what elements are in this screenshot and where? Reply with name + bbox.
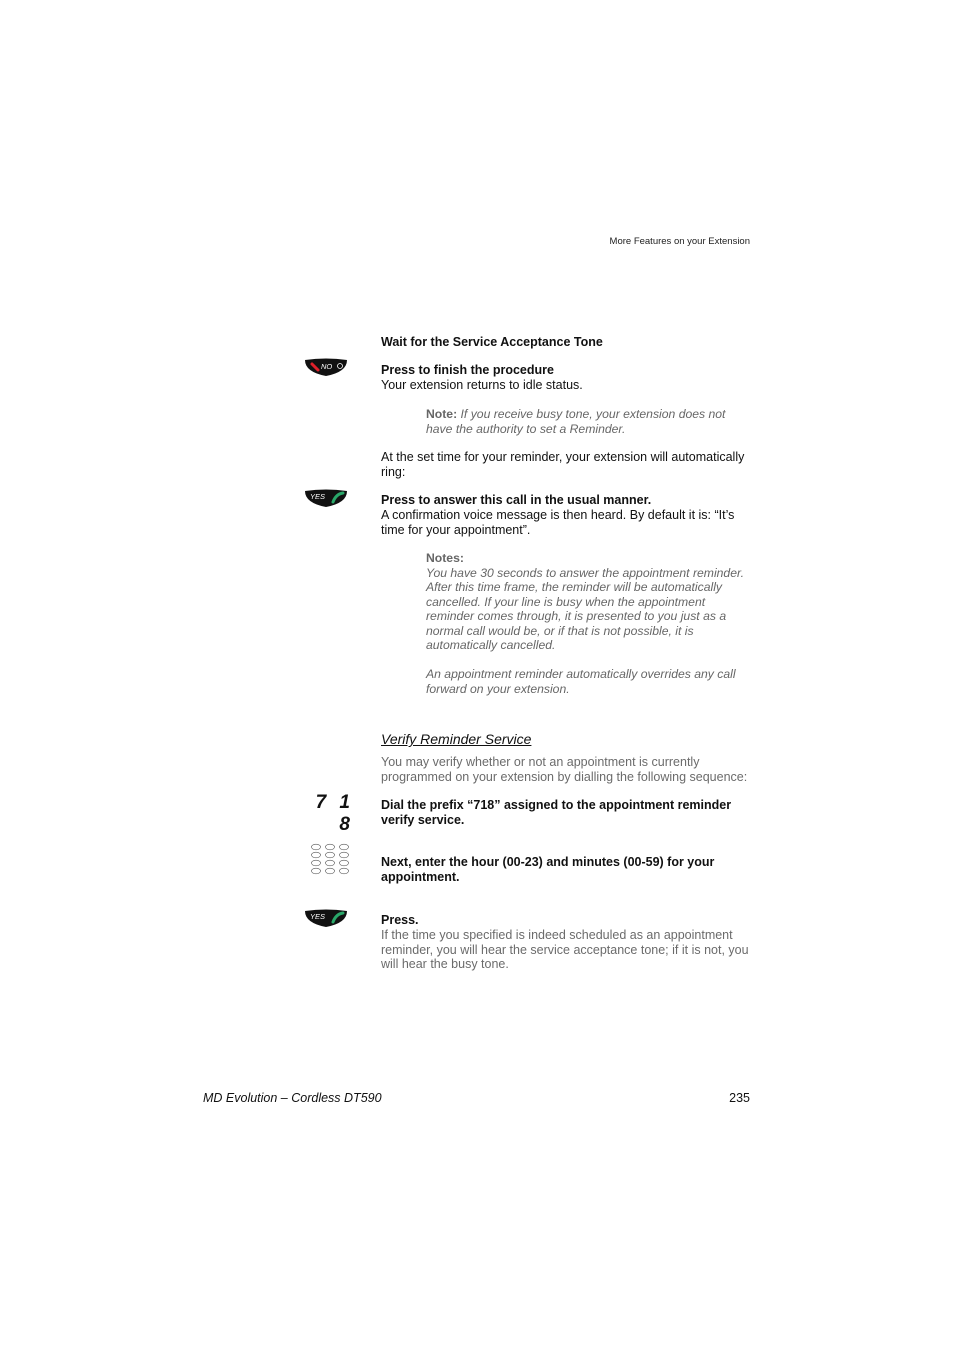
prefix-digits: 7 1 8: [315, 792, 354, 835]
notes-text-2: An appointment reminder automatically overrides any call forward on your extension.: [426, 667, 736, 696]
yes-key-icon-2: [303, 908, 349, 928]
keypad-icon: [310, 843, 352, 877]
step-answer-title: Press to answer this call in the usual manner.: [381, 493, 652, 507]
notes-block: [426, 551, 752, 696]
footer-page-number: 235: [729, 1091, 750, 1105]
step-finish-title: Press to finish the procedure: [381, 363, 554, 377]
no-key-icon: [303, 357, 349, 377]
yes-key-label-2: YES: [310, 912, 326, 921]
verify-press-text: If the time you specified is indeed scheduled as an appointment reminder, you will hear the service acceptance tone; if it is not, you will hear the busy tone.: [381, 928, 749, 971]
notes-text-1: You have 30 seconds to answer the appointment reminder. After this time frame, the reminder will be automatically cancelled. If your line is busy when the appointment reminder comes through, it is presented to you just as a normal call would be, or if that is not possible, it is automatically cancelled.: [426, 565, 744, 652]
verify-intro: You may verify whether or not an appointment is currently programmed on your extension by dialling the following sequence:: [381, 755, 748, 784]
set-time-text: At the set time for your reminder, your extension will automatically ring:: [381, 450, 745, 479]
verify-prefix-text: Dial the prefix “718” assigned to the appointment reminder verify service.: [381, 798, 732, 827]
note-text: If you receive busy tone, your extension does not have the authority to set a Reminder.: [426, 407, 726, 436]
verify-hour-text: Next, enter the hour (00-23) and minutes (00-59) for your appointment.: [381, 855, 715, 884]
verify-heading: Verify Reminder Service: [381, 731, 532, 747]
no-key-label: NO: [321, 362, 333, 371]
yes-key-icon: [303, 488, 349, 508]
note-busy: [426, 407, 752, 436]
note-label: Note:: [426, 407, 458, 421]
step-finish-text: Your extension returns to idle status.: [381, 378, 583, 392]
verify-press-title: Press.: [381, 913, 419, 927]
yes-key-label: YES: [310, 492, 326, 501]
running-header: More Features on your Extension: [609, 236, 750, 247]
step-answer-text: A confirmation voice message is then heard. By default it is: “It’s time for your appointment”.: [381, 508, 735, 537]
step-wait-tone: Wait for the Service Acceptance Tone: [381, 335, 603, 349]
footer-product: MD Evolution – Cordless DT590: [203, 1091, 382, 1105]
notes-label: Notes:: [426, 551, 464, 565]
